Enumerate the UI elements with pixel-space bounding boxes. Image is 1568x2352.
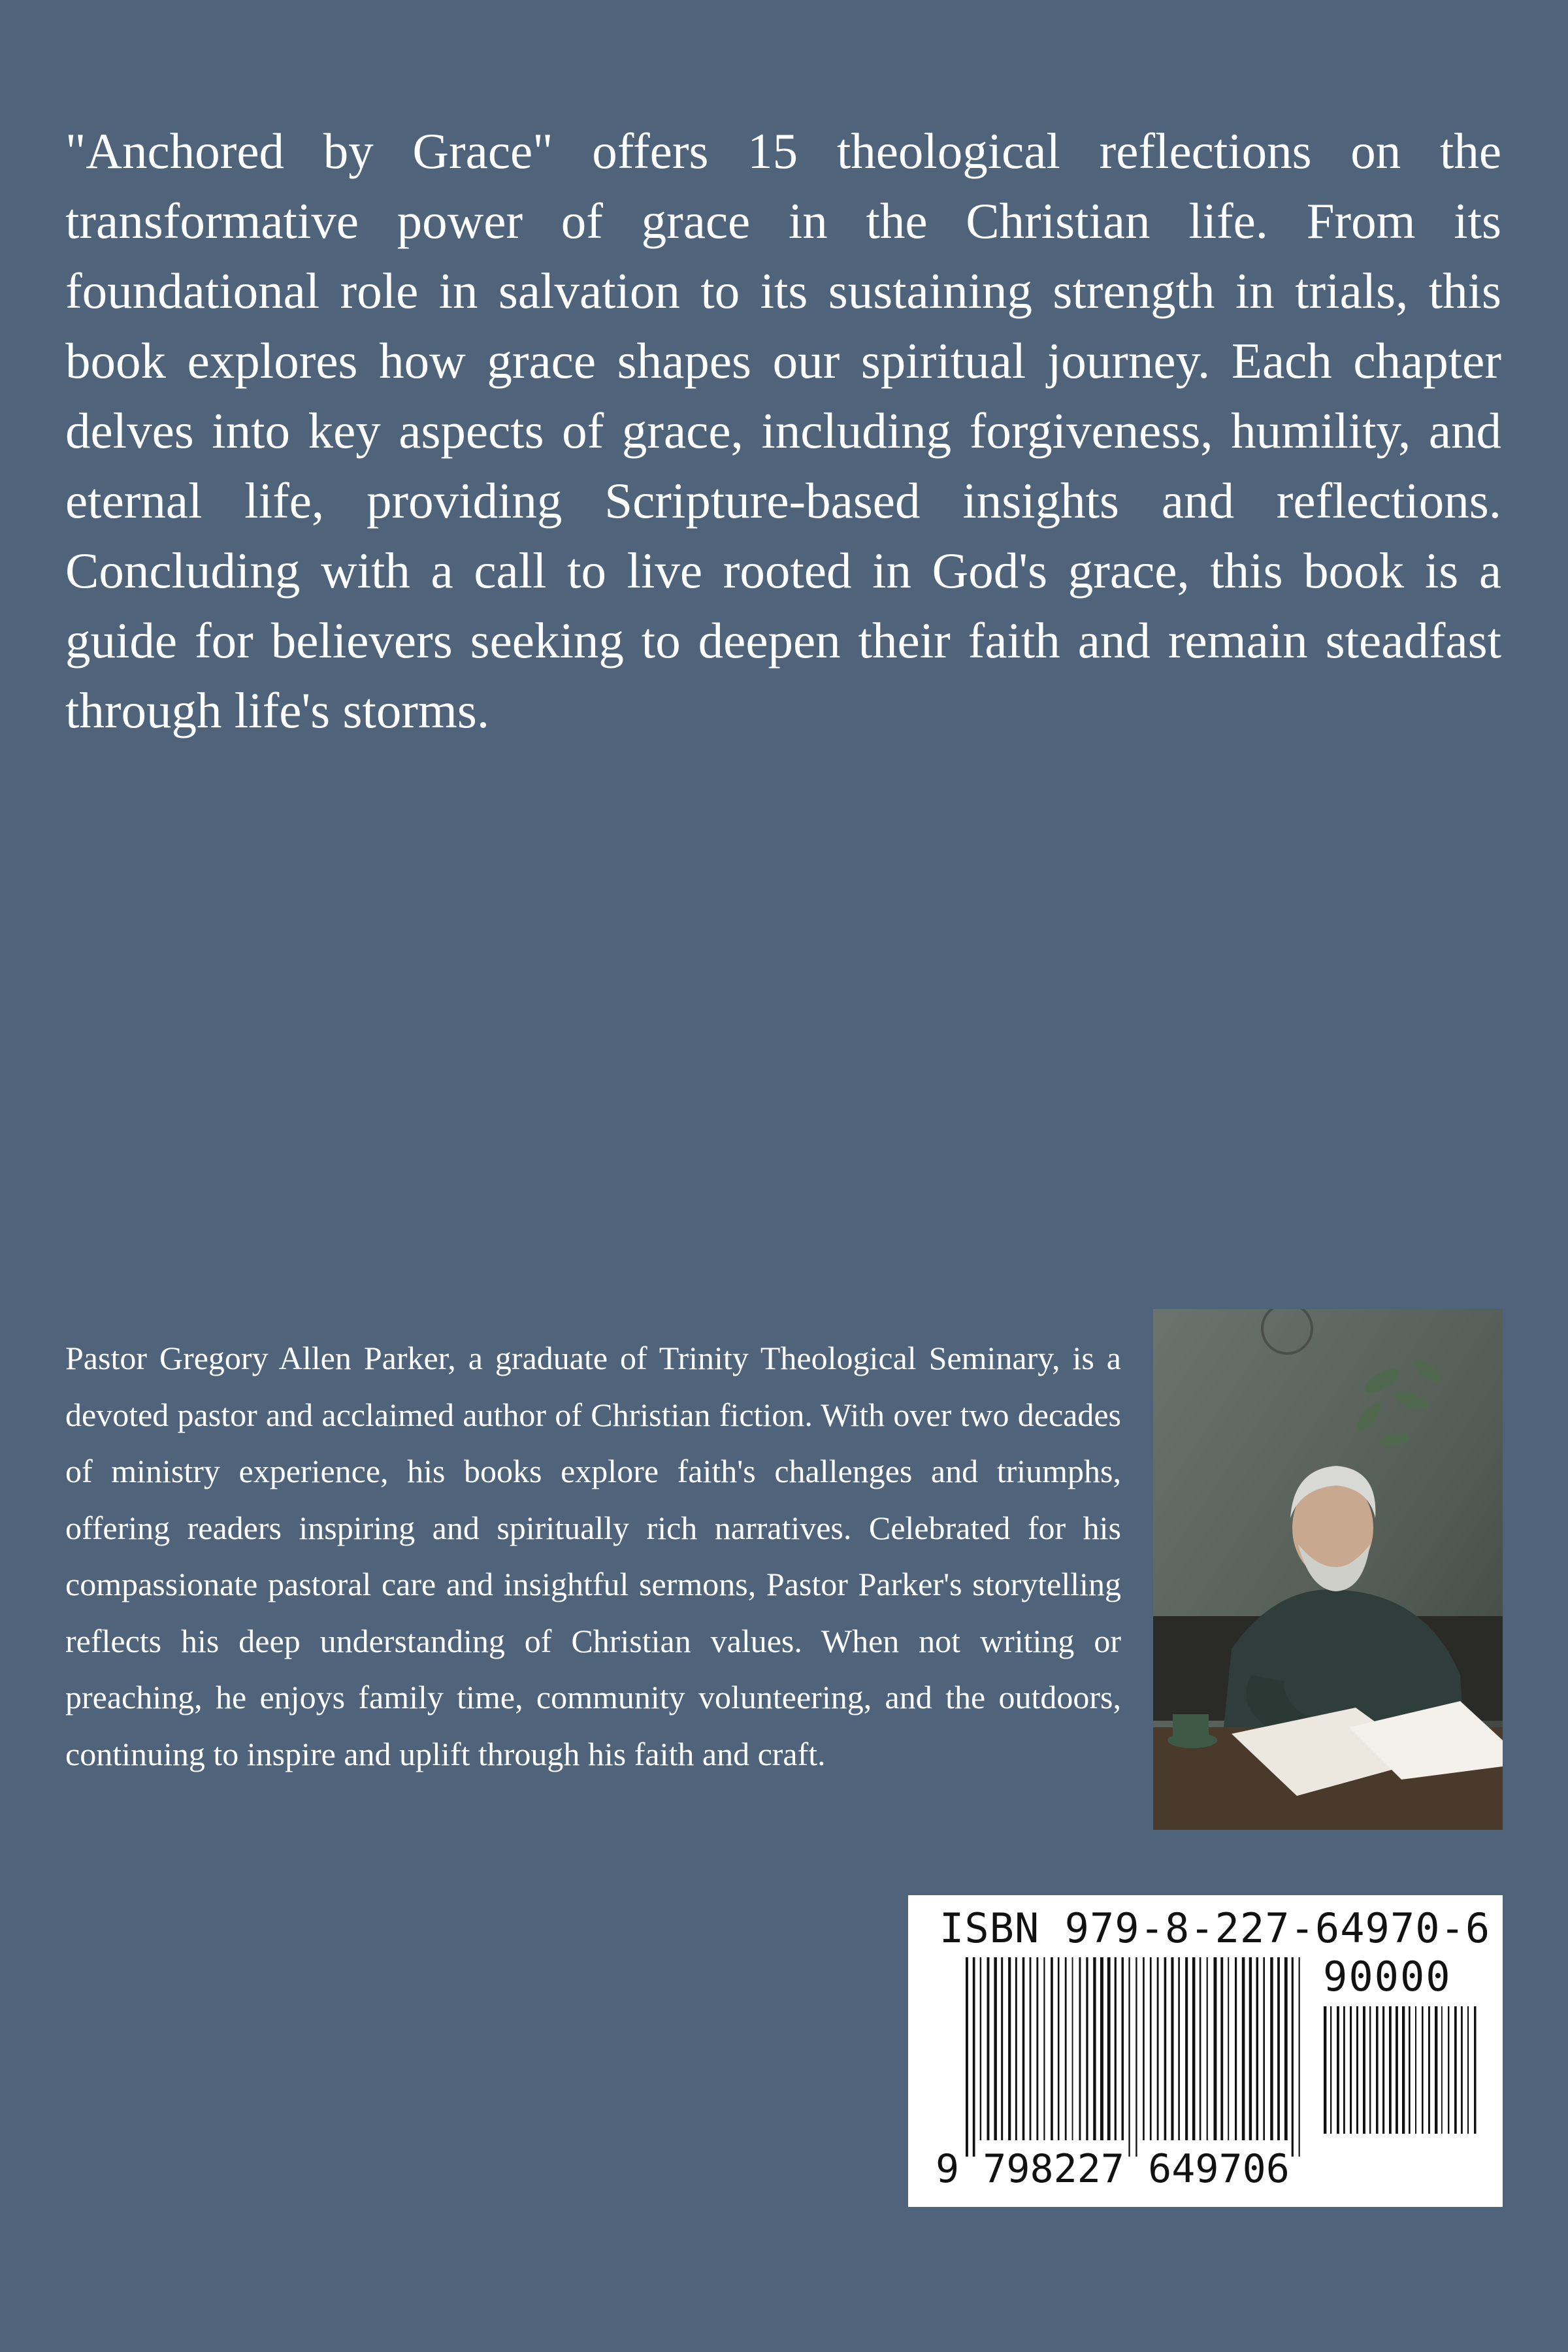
barcode-bar: [1214, 1957, 1217, 2140]
barcode-bar: [1284, 1957, 1288, 2140]
isbn-label: ISBN 979-8-227-64970-6: [939, 1904, 1491, 1952]
barcode-bar: [1350, 2006, 1352, 2134]
barcode-bar: [1122, 1957, 1124, 2140]
barcode-bar: [1428, 2006, 1430, 2134]
barcode-bar: [994, 1957, 997, 2140]
barcode-bar: [1242, 1957, 1245, 2140]
barcode-bar: [1454, 2006, 1457, 2134]
barcode-bar: [1015, 1957, 1017, 2140]
barcode-price-code: 90000: [1323, 1953, 1452, 2000]
barcode-bar: [1157, 1957, 1159, 2140]
isbn-barcode: [908, 1895, 1503, 2207]
barcode-bar: [1072, 1957, 1073, 2140]
barcode-bar: [1235, 1957, 1237, 2140]
barcode-bar: [1435, 2006, 1437, 2134]
barcode-addon-bars: [1324, 2006, 1480, 2137]
barcode-bar: [1402, 2006, 1405, 2134]
barcode-bar: [1270, 1957, 1273, 2140]
book-description: "Anchored by Grace" offers 15 theological reflections on the transformative power of grace in the Christian life. From its foundational role in salvation to its sustaining strength in trials, this book explores how grace shapes our spiritual journey. Each chapter delves into key aspects of grace, including forgiveness, humility, and eternal life, providing Scripture-based insights and reflections. Concluding with a call to live rooted in God's grace, this book is a guide for believers seeking to deepen their faith and remain steadfast through life's storms.: [65, 123, 1501, 738]
barcode-bar: [1058, 1957, 1060, 2140]
barcode-bar: [1382, 2006, 1384, 2134]
author-bio: Pastor Gregory Allen Parker, a graduate of Trinity Theological Seminary, is a devoted pastor and acclaimed author of Christian fiction. With over two decades of ministry experience, his books explore faith's challenges and triumphs, offering readers inspiring and spiritually rich narratives. Celebrated for his compassionate pastoral care and insightful sermons, Pastor Parker's storytelling reflects his deep understanding of Christian values. When not writing or preaching, he enjoys family time, community volunteering, and the outdoors, continuing to inspire and uplift through his faith and craft.: [65, 1340, 1121, 1772]
barcode-bar: [1343, 2006, 1345, 2134]
barcode-bar: [1220, 1957, 1223, 2140]
barcode-bar: [1292, 1957, 1294, 2157]
barcode-bar: [1043, 1957, 1045, 2140]
barcode-bar: [1036, 1957, 1038, 2140]
barcode-bar: [1461, 2006, 1463, 2134]
barcode-bar: [1171, 1957, 1173, 2140]
barcode-bar: [1086, 1957, 1088, 2140]
author-photo-illustration: [1153, 1309, 1503, 1830]
barcode-bar: [1150, 1957, 1152, 2140]
barcode-bar: [1467, 2006, 1469, 2134]
barcode-bar: [1415, 2006, 1416, 2134]
barcode-bar: [1164, 1957, 1167, 2140]
barcode-bar: [987, 1957, 990, 2140]
barcode-bar: [1277, 1957, 1280, 2140]
barcode-bar: [1448, 2006, 1449, 2134]
barcode-bar: [973, 1957, 975, 2157]
barcode-bar: [1256, 1957, 1259, 2140]
barcode-bar: [1128, 1957, 1130, 2157]
barcode-bar: [1441, 2006, 1443, 2134]
barcode-bar: [1207, 1957, 1208, 2140]
barcode-bar: [1051, 1957, 1053, 2140]
barcode-bar: [1065, 1957, 1067, 2140]
barcode-bar: [1330, 2006, 1331, 2134]
barcode-bar: [1422, 2006, 1424, 2134]
barcode-bar: [1192, 1957, 1196, 2140]
barcode-bar: [1008, 1957, 1011, 2140]
barcode-bar: [1409, 2006, 1411, 2134]
barcode-bar: [1135, 1957, 1137, 2157]
barcode-main-bars: [966, 1957, 1305, 2160]
barcode-bar: [1299, 1957, 1300, 2157]
barcode-bar: [1376, 2006, 1379, 2134]
author-photo: [1153, 1309, 1503, 1830]
barcode-bar: [1200, 1957, 1201, 2140]
barcode-bar: [966, 1957, 968, 2157]
barcode-bar: [1143, 1957, 1145, 2140]
barcode-bar: [980, 1957, 981, 2140]
barcode-bar: [1185, 1957, 1188, 2140]
barcode-bar: [1324, 2006, 1326, 2134]
barcode-bar: [1178, 1957, 1180, 2140]
barcode-bar: [1030, 1957, 1032, 2140]
barcode-bar: [1356, 2006, 1358, 2134]
barcode-bar: [1115, 1957, 1117, 2140]
barcode-bar: [1079, 1957, 1081, 2140]
barcode-bar: [1263, 1957, 1265, 2140]
barcode-bar: [1389, 2006, 1392, 2134]
barcode-digits: 9 798227 649706: [936, 2146, 1290, 2192]
barcode-bar: [1249, 1957, 1252, 2140]
barcode-bar: [1363, 2006, 1365, 2134]
barcode-bar: [1337, 2006, 1339, 2134]
barcode-bar: [1093, 1957, 1096, 2140]
barcode-bar: [1001, 1957, 1003, 2140]
barcode-bar: [1100, 1957, 1103, 2140]
barcode-bar: [1107, 1957, 1111, 2140]
barcode-bar: [1022, 1957, 1025, 2140]
barcode-bar: [1369, 2006, 1371, 2134]
barcode-bar: [1396, 2006, 1398, 2134]
barcode-bar: [1228, 1957, 1229, 2140]
barcode-bar: [1474, 2006, 1477, 2134]
